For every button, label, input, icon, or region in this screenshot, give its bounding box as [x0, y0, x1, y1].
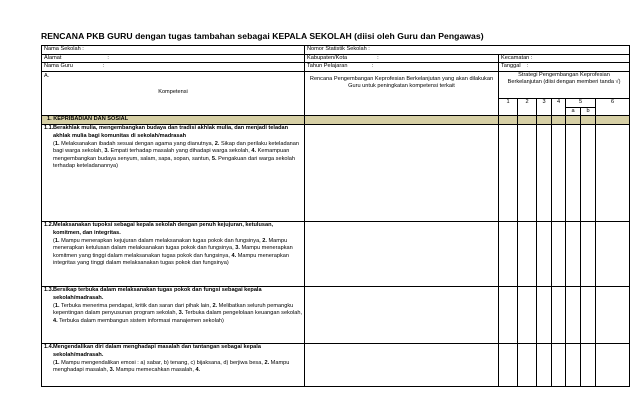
item-indicators: (1. Mampu menerapkan kejujuran dalam melaksanakan tugas pokok dan fungsinya, 2. Mampu menerapkan ketulusan dalam melaksanakan tugas pokok dan fungsinya, 3. Mampu menerapkan komitmen yang tinggi dalam melaksanakan tugas pokok dan fungsinya, 4. Mampu menerapkan integritas yang tinggi dalam melaksanakan tugas pokok dan fungsinya): [53, 237, 293, 267]
competency-cell-1-3: [42, 287, 305, 344]
check-cell[interactable]: [518, 125, 537, 222]
kecamatan-cell[interactable]: Kecamatan :: [499, 54, 630, 63]
table-row: [42, 222, 630, 287]
col-5a-header: a: [566, 107, 581, 116]
item-title: Mengendalikan diri dalam menghadapi masalah dan tantangan sebagai kepala sekolah/madrasah.: [53, 344, 261, 358]
check-cell[interactable]: [499, 222, 518, 287]
col-1-header: 1: [499, 98, 518, 116]
table-row: [42, 344, 630, 387]
check-cell[interactable]: [552, 287, 566, 344]
section-fill: [305, 116, 499, 125]
check-cell[interactable]: [537, 222, 552, 287]
plan-input[interactable]: [305, 287, 499, 344]
item-indicators: (1. Mampu mengendalikan emosi : a) sabar, b) tenang, c) bijaksana, d) berjiwa besa, 2. Mampu menghadapi masalah, 3. Mampu memecahkan masalah, 4.: [53, 359, 290, 374]
item-indicators: (1. Terbuka menerima pendapat, kritik dan saran dari pihak lain, 2. Melibatkan seluruh pemangku kepentingan dalam penyusunan program sekolah, 3. Terbuka dalam pengelolaan keuangan sekolah, 4. Terbuka dalam membangun sistem informasi manajemen sekolah): [53, 302, 303, 324]
plan-input[interactable]: [305, 344, 499, 387]
item-title: Bersikap terbuka dalam melaksanakan tugas pokok dan fungsi sebagai kepala sekolah/madrasah.: [53, 287, 262, 301]
col-4-header: 4: [552, 98, 566, 116]
check-cell[interactable]: [518, 287, 537, 344]
nama-guru-cell[interactable]: [42, 63, 305, 72]
kompetensi-label: Kompetensi: [158, 89, 188, 96]
item-title: Berakhlak mulia, mengembangkan budaya dan tradisi akhlak mulia, dan menjadi teladan akhlak mulia bagi komunitas di sekolah/madrasah: [53, 125, 289, 139]
check-cell[interactable]: [566, 222, 581, 287]
check-cell[interactable]: [537, 344, 552, 387]
check-cell[interactable]: [596, 222, 630, 287]
check-cell[interactable]: [537, 125, 552, 222]
check-cell[interactable]: [552, 222, 566, 287]
competency-cell-1-1: [42, 125, 305, 222]
strategi-header: Strategi Pengembangan Keprofesian Berkelanjutan (diisi dengan memberi tanda √): [499, 71, 630, 98]
check-cell[interactable]: [566, 125, 581, 222]
info-row-3: [42, 63, 630, 72]
info-row-1: [42, 46, 630, 55]
kompetensi-header: [42, 71, 305, 116]
check-cell[interactable]: [581, 222, 596, 287]
pkb-table: [41, 45, 630, 387]
check-cell[interactable]: [552, 344, 566, 387]
kabupaten-label: Kabupaten/Kota: [307, 54, 348, 61]
page-title: RENCANA PKB GURU dengan tugas tambahan sebagai KEPALA SEKOLAH (diisi oleh Guru dan Pengawas): [41, 31, 484, 41]
item-title: Melaksanakan tupoksi sebagai kepala sekolah dengan penuh kejujuran, ketulusan, komitmen, dan integritas.: [53, 222, 274, 236]
check-cell[interactable]: [518, 344, 537, 387]
tanggal-label: Tanggal: [501, 63, 521, 70]
alamat-colon: :: [107, 54, 109, 61]
check-cell[interactable]: [581, 344, 596, 387]
header-a: A.: [44, 72, 50, 79]
table-row: [42, 287, 630, 344]
check-cell[interactable]: [552, 125, 566, 222]
info-row-2: [42, 54, 630, 63]
item-indicators: (1. Melaksanakan ibadah sesuai dengan agama yang dianutnya, 2. Sikap dan perilaku keteladanan bagi warga sekolah, 3. Empati terhadap masalah yang dihadapi warga sekolah, 4. Kemampuan mengembangkan budaya senyum, salam, sapa, sopan, santun, 5. Pengakuan dari warga sekolah terhadap keteladanannya): [53, 140, 300, 170]
check-cell[interactable]: [566, 287, 581, 344]
section-row: [42, 116, 630, 125]
section-title: 1. KEPRIBADIAN DAN SOSIAL: [42, 116, 305, 125]
nomor-statistik-cell[interactable]: Nomor Statistik Sekolah :: [305, 46, 630, 55]
nama-sekolah-cell[interactable]: Nama Sekolah :: [42, 46, 305, 55]
check-cell[interactable]: [566, 344, 581, 387]
check-cell[interactable]: [499, 344, 518, 387]
plan-input[interactable]: [305, 222, 499, 287]
plan-input[interactable]: [305, 125, 499, 222]
rencana-header: Rencana Pengembangan Keprofesian Berkelanjutan yang akan dilakukan Guru untuk peningkatan kompetensi terkait: [305, 71, 499, 116]
col-5b-header: b: [581, 107, 596, 116]
check-cell[interactable]: [499, 287, 518, 344]
alamat-cell[interactable]: [42, 54, 305, 63]
competency-cell-1-4: [42, 344, 305, 387]
kabupaten-colon: :: [377, 54, 379, 61]
kabupaten-cell[interactable]: [305, 54, 499, 63]
tahun-label: Tahun Pelajaran: [307, 63, 348, 70]
col-5-header: 5: [566, 98, 596, 107]
check-cell[interactable]: [499, 125, 518, 222]
header-row-1: [42, 71, 630, 98]
table-row: [42, 125, 630, 222]
nama-guru-colon: :: [102, 63, 105, 70]
check-cell[interactable]: [518, 222, 537, 287]
item-number: 1.3.: [44, 287, 54, 294]
check-cell[interactable]: [581, 287, 596, 344]
check-cell[interactable]: [596, 125, 630, 222]
tahun-cell[interactable]: [305, 63, 499, 72]
col-2-header: 2: [518, 98, 537, 116]
check-cell[interactable]: [537, 287, 552, 344]
nama-guru-label: Nama Guru: [44, 63, 73, 70]
tanggal-cell[interactable]: [499, 63, 630, 72]
competency-cell-1-2: [42, 222, 305, 287]
item-number: 1.1.: [44, 125, 54, 132]
check-cell[interactable]: [581, 125, 596, 222]
item-number: 1.2.: [44, 222, 54, 229]
tanggal-colon: :: [526, 63, 529, 70]
alamat-label: Alamat: [44, 54, 62, 61]
tahun-colon: :: [371, 63, 373, 70]
check-cell[interactable]: [596, 287, 630, 344]
check-cell[interactable]: [596, 344, 630, 387]
col-3-header: 3: [537, 98, 552, 116]
item-number: 1.4.: [44, 344, 54, 351]
col-6-header: 6: [596, 98, 630, 116]
